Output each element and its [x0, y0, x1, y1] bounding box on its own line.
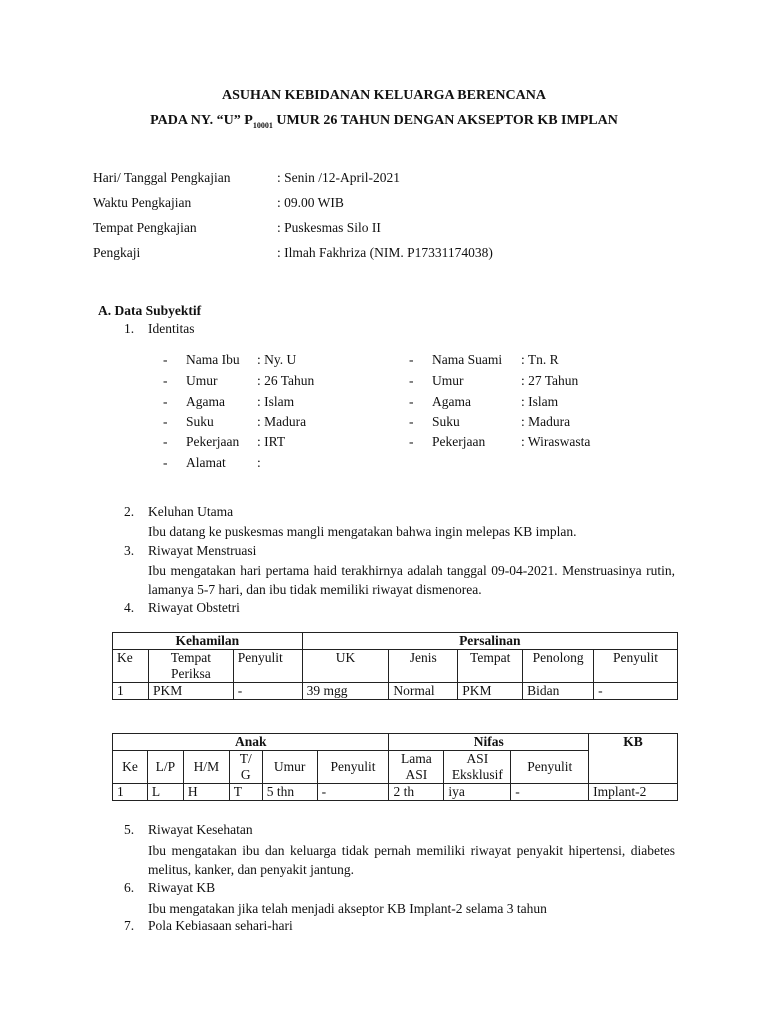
dash: -: [409, 352, 414, 367]
section-heading: A. Data Subyektif: [98, 303, 202, 318]
field-value: : Tn. R: [521, 352, 559, 367]
table-cell: Implant-2: [589, 784, 678, 801]
field-label: Suku: [186, 414, 214, 429]
item-number: 4.: [124, 600, 135, 615]
info-value: : Senin /12-April-2021: [277, 170, 400, 185]
field-label: Umur: [186, 373, 218, 388]
item-paragraph: Ibu mengatakan jika telah menjadi akseptor KB Implant-2 selama 3 tahun: [148, 901, 547, 916]
column-header: H/M: [183, 751, 229, 784]
info-label: Tempat Pengkajian: [93, 220, 197, 235]
field-label: Suku: [432, 414, 460, 429]
dash: -: [163, 394, 168, 409]
dash: -: [163, 455, 168, 470]
obstetric-table-child: [112, 733, 678, 801]
table-cell: Normal: [389, 683, 458, 700]
column-header: UK: [302, 650, 389, 683]
info-value: : Puskesmas Silo II: [277, 220, 381, 235]
group-persalinan: Persalinan: [302, 633, 677, 650]
table-cell: -: [594, 683, 678, 700]
item-title: Keluhan Utama: [148, 504, 234, 519]
table-cell: PKM: [148, 683, 233, 700]
field-value: :: [257, 455, 261, 470]
table-cell: 5 thn: [262, 784, 317, 801]
document-subtitle: [0, 113, 768, 130]
column-header: Penyulit: [233, 650, 302, 683]
dash: -: [409, 414, 414, 429]
field-label: Nama Suami: [432, 352, 503, 367]
info-label: Waktu Pengkajian: [93, 195, 192, 210]
item-title: Riwayat Obstetri: [148, 600, 240, 615]
item-paragraph: Ibu datang ke puskesmas mangli mengatakan bahwa ingin melepas KB implan.: [148, 524, 577, 539]
column-header: Penyulit: [594, 650, 678, 683]
field-label: Alamat: [186, 455, 226, 470]
field-value: : 27 Tahun: [521, 373, 579, 388]
table-cell: 1: [113, 784, 148, 801]
table-cell: 2 th: [389, 784, 444, 801]
item-number: 1.: [124, 321, 135, 336]
field-value: : Ny. U: [257, 352, 297, 367]
dash: -: [163, 352, 168, 367]
item-number: 5.: [124, 822, 135, 837]
dash: -: [163, 414, 168, 429]
table-cell: -: [233, 683, 302, 700]
table-cell: 1: [113, 683, 149, 700]
table-header-row: [113, 650, 678, 683]
info-value: : Ilmah Fakhriza (NIM. P17331174038): [277, 245, 493, 260]
subtitle-part: UMUR 26 TAHUN DENGAN AKSEPTOR KB IMPLAN: [272, 113, 618, 128]
column-header: Tempat Periksa: [148, 650, 233, 683]
field-value: : IRT: [257, 434, 286, 449]
item-number: 6.: [124, 880, 135, 895]
dash: -: [163, 373, 168, 388]
field-value: : Islam: [521, 394, 559, 409]
field-value: : 26 Tahun: [257, 373, 315, 388]
table-cell: iya: [444, 784, 511, 801]
column-header: Umur: [262, 751, 317, 784]
group-anak: Anak: [113, 734, 389, 751]
table-cell: 39 mgg: [302, 683, 389, 700]
group-kb: KB: [589, 734, 678, 784]
table-cell: PKM: [458, 683, 523, 700]
item-title: Riwayat KB: [148, 880, 216, 895]
item-title: Pola Kebiasaan sehari-hari: [148, 918, 293, 933]
table-group-header: [113, 734, 678, 751]
item-number: 2.: [124, 504, 135, 519]
table-cell: L: [147, 784, 183, 801]
column-header: ASI Eksklusif: [444, 751, 511, 784]
item-paragraph: Ibu mengatakan hari pertama haid terakhirnya adalah tanggal 09-04-2021. Menstruasinya rutin, lamanya 5-7 hari, dan ibu tidak memiliki riwayat dismenorea.: [148, 563, 675, 597]
info-value: : 09.00 WIB: [277, 195, 344, 210]
field-value: : Madura: [521, 414, 571, 429]
item-title: Riwayat Menstruasi: [148, 543, 257, 558]
obstetric-table-pregnancy: [112, 632, 678, 700]
table-cell: Bidan: [523, 683, 594, 700]
column-header: Ke: [113, 650, 149, 683]
info-label: Hari/ Tanggal Pengkajian: [93, 170, 231, 185]
info-label: Pengkaji: [93, 245, 141, 260]
parity-subscript: 10001: [252, 120, 273, 130]
table-cell: H: [183, 784, 229, 801]
item-title: Identitas: [148, 321, 195, 336]
table-group-header: [113, 633, 678, 650]
column-header: Penolong: [523, 650, 594, 683]
field-label: Nama Ibu: [186, 352, 240, 367]
dash: -: [409, 394, 414, 409]
column-header: Ke: [113, 751, 148, 784]
subtitle-part: PADA NY. “U” P: [150, 113, 253, 128]
dash: -: [163, 434, 168, 449]
column-header: Tempat: [458, 650, 523, 683]
item-paragraph: Ibu mengatakan ibu dan keluarga tidak pernah memiliki riwayat penyakit hipertensi, diabetes melitus, kanker, dan penyakit jantung.: [148, 843, 675, 877]
field-label: Umur: [432, 373, 464, 388]
table-cell: -: [317, 784, 389, 801]
dash: -: [409, 373, 414, 388]
field-value: : Islam: [257, 394, 295, 409]
field-label: Agama: [432, 394, 471, 409]
column-header: Jenis: [389, 650, 458, 683]
column-header: Penyulit: [317, 751, 389, 784]
table-row: [113, 784, 678, 801]
group-nifas: Nifas: [389, 734, 589, 751]
field-label: Pekerjaan: [432, 434, 486, 449]
table-cell: -: [511, 784, 589, 801]
document-title: ASUHAN KEBIDANAN KELUARGA BERENCANA: [222, 88, 546, 103]
item-number: 7.: [124, 918, 135, 933]
field-label: Agama: [186, 394, 225, 409]
column-header: Lama ASI: [389, 751, 444, 784]
column-header: Penyulit: [511, 751, 589, 784]
table-cell: T: [229, 784, 262, 801]
table-row: [113, 683, 678, 700]
group-kehamilan: Kehamilan: [113, 633, 303, 650]
item-number: 3.: [124, 543, 135, 558]
dash: -: [409, 434, 414, 449]
field-value: : Wiraswasta: [521, 434, 591, 449]
field-label: Pekerjaan: [186, 434, 240, 449]
column-header: L/P: [147, 751, 183, 784]
field-value: : Madura: [257, 414, 307, 429]
item-title: Riwayat Kesehatan: [148, 822, 253, 837]
column-header: T/ G: [229, 751, 262, 784]
